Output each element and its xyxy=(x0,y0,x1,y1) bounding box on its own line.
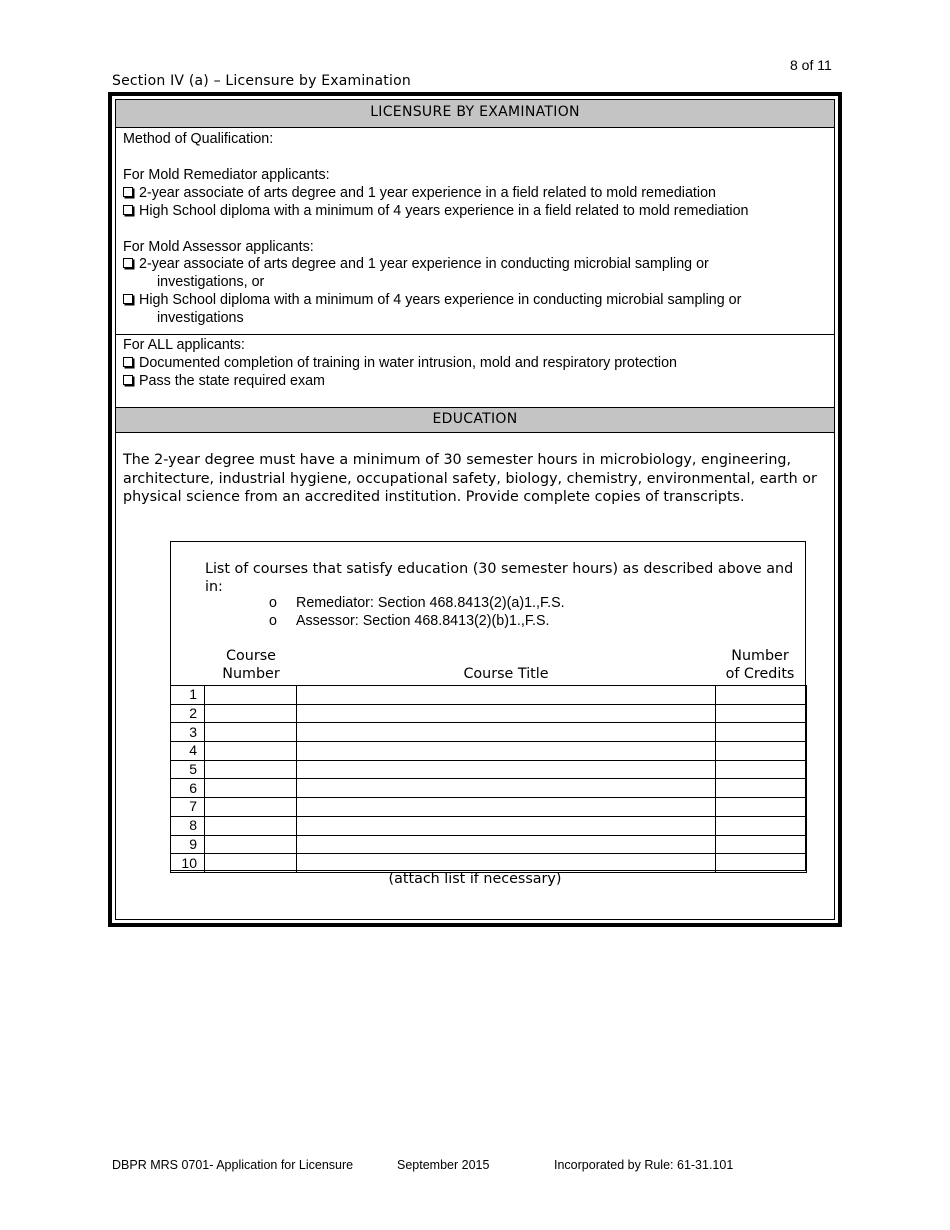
method-label: Method of Qualification: xyxy=(123,131,274,147)
section-title: Section IV (a) – Licensure by Examination xyxy=(112,73,411,89)
credits-cell[interactable] xyxy=(716,686,807,705)
table-row xyxy=(171,723,807,742)
row-number: 10 xyxy=(171,854,205,873)
table-row xyxy=(171,816,807,835)
credits-cell[interactable] xyxy=(716,835,807,854)
course-table xyxy=(170,685,807,873)
remediator-option-2[interactable]: High School diploma with a minimum of 4 years experience in a field related to mold remediation xyxy=(123,203,749,219)
row-number: 8 xyxy=(171,816,205,835)
checkbox[interactable] xyxy=(123,187,133,197)
course-number-cell[interactable] xyxy=(205,723,297,742)
table-row xyxy=(171,760,807,779)
course-number-cell[interactable] xyxy=(205,816,297,835)
credits-cell[interactable] xyxy=(716,704,807,723)
course-number-header: Course Number xyxy=(222,648,280,682)
row-number: 7 xyxy=(171,798,205,817)
licensure-form-box xyxy=(108,92,842,927)
course-number-cell[interactable] xyxy=(205,835,297,854)
footer-form-id: DBPR MRS 0701- Application for Licensure xyxy=(112,1158,354,1172)
page-number: 8 of 11 xyxy=(790,57,832,73)
education-paragraph: The 2-year degree must have a minimum of 30 semester hours in microbiology, engineering, architecture, industrial hygiene, occupational safety, biology, chemistry, environmental, earth or physical science from an accredited institution. Provide complete copies of transcripts. xyxy=(123,452,817,505)
course-title-cell[interactable] xyxy=(297,854,716,873)
course-number-cell[interactable] xyxy=(205,779,297,798)
course-title-header: Course Title xyxy=(463,666,549,682)
credits-cell[interactable] xyxy=(716,760,807,779)
credits-cell[interactable] xyxy=(716,779,807,798)
all-applicants-label: For ALL applicants: xyxy=(123,337,245,353)
credits-cell[interactable] xyxy=(716,798,807,817)
assessor-option-1[interactable]: 2-year associate of arts degree and 1 year experience in conducting microbial sampling or xyxy=(123,256,709,272)
assessor-label: For Mold Assessor applicants: xyxy=(123,239,314,255)
assessor-option-1-cont: investigations, or xyxy=(157,274,265,290)
table-row xyxy=(171,854,807,873)
table-row xyxy=(171,779,807,798)
course-number-cell[interactable] xyxy=(205,798,297,817)
course-number-cell[interactable] xyxy=(205,686,297,705)
course-number-cell[interactable] xyxy=(205,742,297,761)
checkbox[interactable] xyxy=(123,258,133,268)
assessor-option-2-cont: investigations xyxy=(157,310,244,326)
all-option-2[interactable]: Pass the state required exam xyxy=(123,373,325,389)
row-number: 2 xyxy=(171,704,205,723)
credits-cell[interactable] xyxy=(716,854,807,873)
course-title-cell[interactable] xyxy=(297,816,716,835)
footer-date: September 2015 xyxy=(397,1158,490,1172)
attach-note: (attach list if necessary) xyxy=(388,871,562,887)
course-number-cell[interactable] xyxy=(205,704,297,723)
table-row xyxy=(171,742,807,761)
course-number-cell[interactable] xyxy=(205,760,297,779)
course-intro: List of courses that satisfy education (30 semester hours) as described above and in: xyxy=(205,561,794,595)
table-row xyxy=(171,798,807,817)
course-number-cell[interactable] xyxy=(205,854,297,873)
course-title-cell[interactable] xyxy=(297,798,716,817)
credits-cell[interactable] xyxy=(716,723,807,742)
table-row xyxy=(171,835,807,854)
course-title-cell[interactable] xyxy=(297,779,716,798)
row-number: 3 xyxy=(171,723,205,742)
credits-cell[interactable] xyxy=(716,742,807,761)
course-title-cell[interactable] xyxy=(297,760,716,779)
course-title-cell[interactable] xyxy=(297,742,716,761)
credits-header: Number of Credits xyxy=(725,648,795,682)
table-row xyxy=(171,704,807,723)
table-row xyxy=(171,686,807,705)
licensure-form-inner xyxy=(115,99,835,920)
checkbox[interactable] xyxy=(123,205,133,215)
row-number: 1 xyxy=(171,686,205,705)
checkbox[interactable] xyxy=(123,375,133,385)
footer-rule: Incorporated by Rule: 61-31.101 xyxy=(554,1158,734,1172)
row-number: 9 xyxy=(171,835,205,854)
course-title-cell[interactable] xyxy=(297,704,716,723)
row-number: 6 xyxy=(171,779,205,798)
remediator-option-1[interactable]: 2-year associate of arts degree and 1 year experience in a field related to mold remediation xyxy=(123,185,716,201)
checkbox[interactable] xyxy=(123,294,133,304)
credits-cell[interactable] xyxy=(716,816,807,835)
licensure-header: LICENSURE BY EXAMINATION xyxy=(116,100,834,128)
checkbox[interactable] xyxy=(123,357,133,367)
row-number: 5 xyxy=(171,760,205,779)
row-number: 4 xyxy=(171,742,205,761)
education-header: EDUCATION xyxy=(116,407,834,433)
divider xyxy=(116,334,834,335)
course-title-cell[interactable] xyxy=(297,723,716,742)
course-title-cell[interactable] xyxy=(297,835,716,854)
course-list-box: List of courses that satisfy education (30 semester hours) as described above and in: o Remediator: Section 468.8413(2)(a)1.,F.S. o Assessor: Section 468.8413(2)(b)1.,F.S. Course Number Course Title Number of Credits 1 2 3 4 5 6 7 8 9 10 xyxy=(170,541,806,871)
assessor-option-2[interactable]: High School diploma with a minimum of 4 years experience in conducting microbial sampling or xyxy=(123,292,741,308)
remediator-label: For Mold Remediator applicants: xyxy=(123,167,330,183)
all-option-1[interactable]: Documented completion of training in water intrusion, mold and respiratory protection xyxy=(123,355,677,371)
course-title-cell[interactable] xyxy=(297,686,716,705)
